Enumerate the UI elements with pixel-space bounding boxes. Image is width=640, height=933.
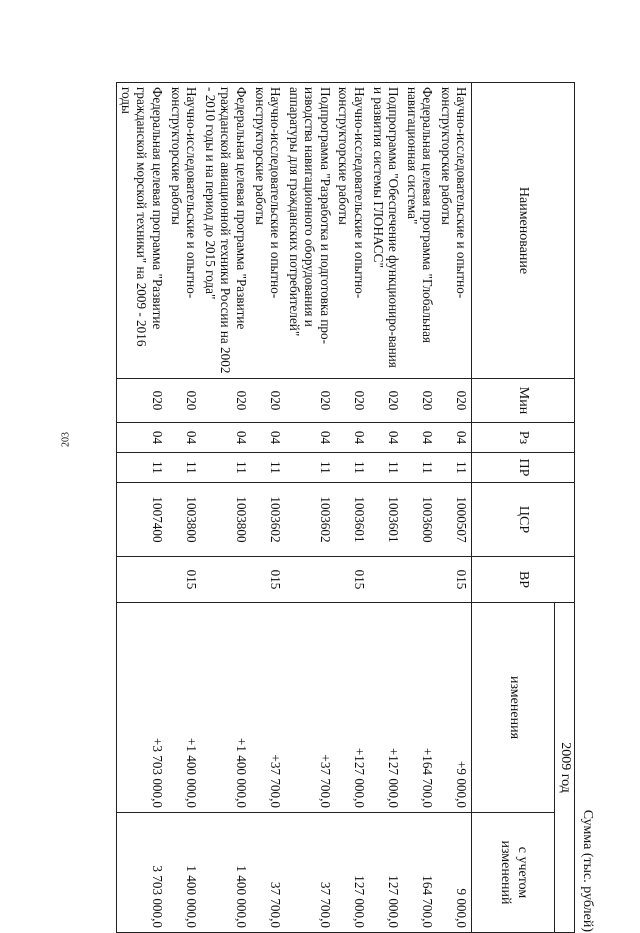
table-row (437, 83, 472, 933)
row-csr: 1003601 (335, 483, 369, 557)
row-total: 37 700,0 (285, 813, 335, 933)
row-name: Подпрограмма "Обеспечение функциониро-вания и развития системы ГЛОНАСС" (369, 83, 403, 379)
row-change: +127 000,0 (369, 603, 403, 813)
row-vr (117, 557, 167, 603)
row-name: Подпрограмма "Разработка и подготовка про-изводства навигационного оборудования и аппаратуры для гражданских потребителей" (285, 83, 335, 379)
row-pr: 11 (369, 453, 403, 483)
budget-table (116, 82, 575, 933)
table-row (403, 83, 437, 933)
row-min: 020 (403, 379, 437, 423)
row-rz: 04 (117, 423, 167, 453)
table-caption: Сумма (тыс. рублей) (580, 809, 595, 932)
row-vr: 015 (167, 557, 201, 603)
row-change: +37 700,0 (251, 603, 285, 813)
table-row (335, 83, 369, 933)
row-total: 1 400 000,0 (167, 813, 201, 933)
row-csr: 1003800 (201, 483, 251, 557)
table-body (117, 83, 472, 933)
row-total: 3 703 000,0 (117, 813, 167, 933)
row-change: +164 700,0 (403, 603, 437, 813)
row-rz: 04 (437, 423, 472, 453)
row-csr: 1003600 (403, 483, 437, 557)
row-vr (201, 557, 251, 603)
row-min: 020 (335, 379, 369, 423)
header-csr: ЦСР (472, 483, 575, 557)
row-vr: 015 (335, 557, 369, 603)
header-min: Мин (472, 379, 575, 423)
row-name: Научно-исследовательские и опытно-конструкторские работы (437, 83, 472, 379)
row-change: +37 700,0 (285, 603, 335, 813)
header-with-changes: с учетом изменений (472, 813, 555, 933)
row-total: 37 700,0 (251, 813, 285, 933)
row-pr: 11 (201, 453, 251, 483)
row-name: Научно-исследовательские и опытно-конструкторские работы (251, 83, 285, 379)
row-min: 020 (167, 379, 201, 423)
row-rz: 04 (251, 423, 285, 453)
header-changes: изменения (472, 603, 555, 813)
row-csr: 1003602 (251, 483, 285, 557)
row-name: Федеральная целевая программа "Глобальная навигационная система" (403, 83, 437, 379)
row-vr: 015 (437, 557, 472, 603)
header-row-1 (555, 83, 575, 933)
row-total: 1 400 000,0 (201, 813, 251, 933)
row-pr: 11 (403, 453, 437, 483)
row-vr (403, 557, 437, 603)
header-rz: Рз (472, 423, 575, 453)
header-pr: ПР (472, 453, 575, 483)
row-min: 020 (437, 379, 472, 423)
row-change: +3 703 000,0 (117, 603, 167, 813)
table-row (167, 83, 201, 933)
row-min: 020 (201, 379, 251, 423)
page-number: 203 (60, 432, 72, 447)
table-row (201, 83, 251, 933)
row-min: 020 (285, 379, 335, 423)
row-vr: 015 (251, 557, 285, 603)
header-name: Наименование (472, 83, 575, 379)
row-csr: 1003800 (167, 483, 201, 557)
row-vr (369, 557, 403, 603)
row-rz: 04 (201, 423, 251, 453)
row-vr (285, 557, 335, 603)
row-name: Федеральная целевая программа "Развитие гражданской морской техники" на 2009 - 2016 годы (117, 83, 167, 379)
row-change: +127 000,0 (335, 603, 369, 813)
header-vr: ВР (472, 557, 575, 603)
row-total: 9 000,0 (437, 813, 472, 933)
row-change: +1 400 000,0 (201, 603, 251, 813)
row-min: 020 (369, 379, 403, 423)
row-rz: 04 (335, 423, 369, 453)
row-pr: 11 (285, 453, 335, 483)
row-total: 127 000,0 (335, 813, 369, 933)
table-row (117, 83, 167, 933)
row-rz: 04 (285, 423, 335, 453)
row-csr: 1000507 (437, 483, 472, 557)
row-pr: 11 (437, 453, 472, 483)
row-csr: 1007400 (117, 483, 167, 557)
table-row (285, 83, 335, 933)
row-total: 164 700,0 (403, 813, 437, 933)
row-csr: 1003602 (285, 483, 335, 557)
row-rz: 04 (167, 423, 201, 453)
row-name: Научно-исследовательские и опытно-конструкторские работы (335, 83, 369, 379)
row-total: 127 000,0 (369, 813, 403, 933)
row-csr: 1003601 (369, 483, 403, 557)
row-pr: 11 (117, 453, 167, 483)
row-rz: 04 (369, 423, 403, 453)
table-row (251, 83, 285, 933)
rotated-table-page (95, 82, 595, 932)
row-change: +1 400 000,0 (167, 603, 201, 813)
table-row (369, 83, 403, 933)
row-min: 020 (251, 379, 285, 423)
row-name: Научно-исследовательские и опытно-конструкторские работы (167, 83, 201, 379)
row-min: 020 (117, 379, 167, 423)
row-rz: 04 (403, 423, 437, 453)
row-change: +9 000,0 (437, 603, 472, 813)
row-pr: 11 (335, 453, 369, 483)
row-pr: 11 (167, 453, 201, 483)
row-name: Федеральная целевая программа "Развитие гражданской авиационной техники России на 2002 - 2010 годы и на период до 2015 года" (201, 83, 251, 379)
header-year: 2009 год (555, 603, 575, 933)
row-pr: 11 (251, 453, 285, 483)
